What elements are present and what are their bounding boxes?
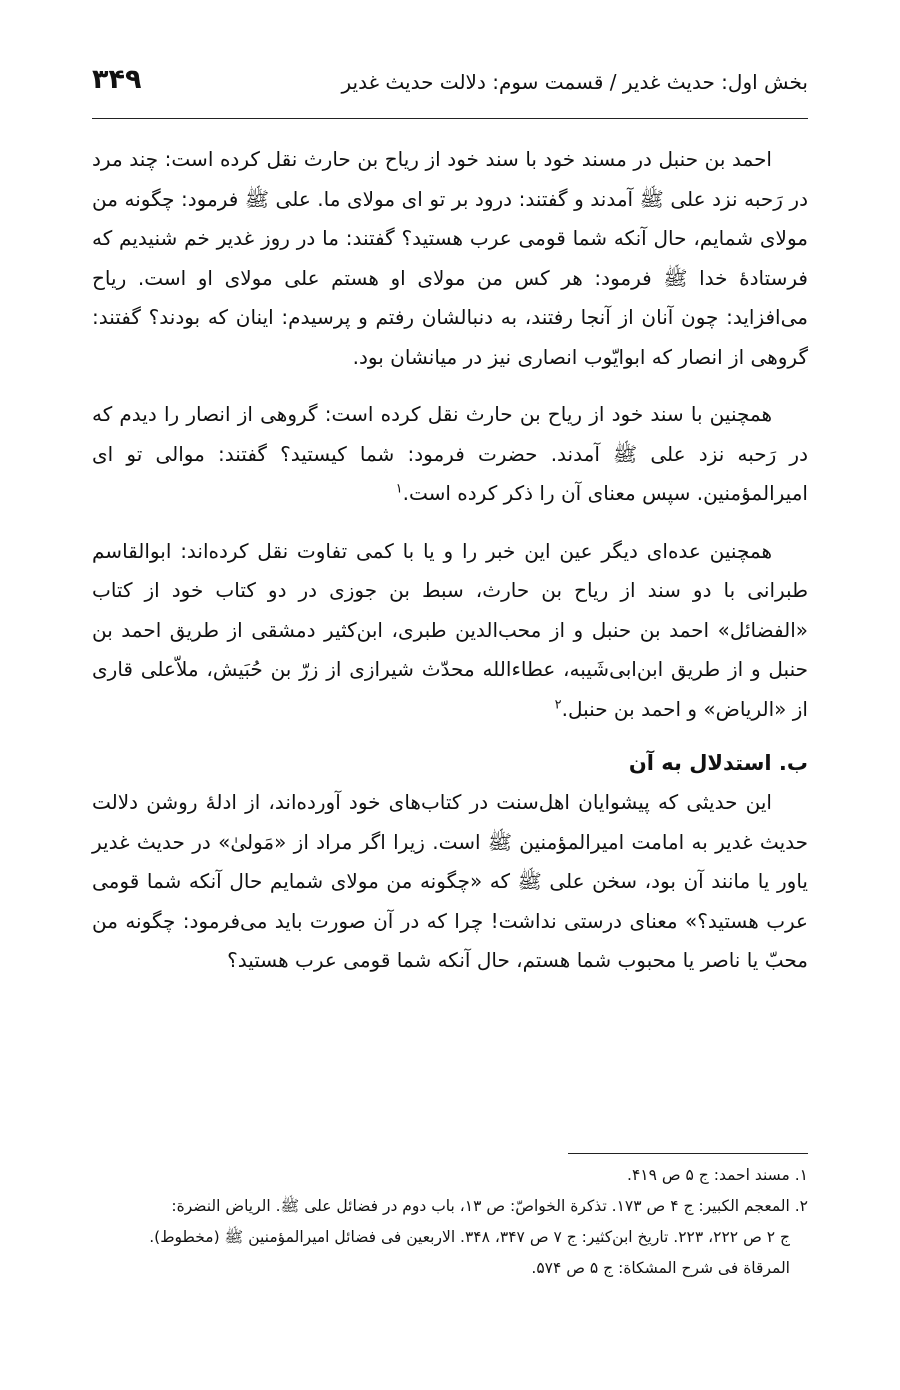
paragraph-2-text: همچنین با سند خود از ریاح بن حارث نقل کرده است: گروهی از انصار را دیدم که در رَحبه نزد علی ﷺ آمدند. حضرت فرمود: شما کیستید؟ گفتند: موالی تو ای امیرالمؤمنین. سپس معنای آن را ذکر کرده است. <box>92 402 808 505</box>
paragraph-3 <box>92 532 808 730</box>
footnote-2-line-2: ج ۲ ص ۲۲۲، ۲۲۳. تاریخ ابن‌کثیر: ج ۷ ص ۳۴۷، ۳۴۸. الاربعین فی فضائل امیرالمؤمنین ﷺ (مخطوط). <box>149 1228 790 1246</box>
footnote-2-line-1: ۲. المعجم الکبیر: ج ۴ ص ۱۷۳. تذکرة الخواصّ: ص ۱۳، باب دوم در فضائل علی ﷺ. الریاض النضرة: <box>171 1197 808 1215</box>
footnote-divider <box>568 1153 808 1154</box>
footnote-1: ۱. مسند احمد: ج ۵ ص ۴۱۹. <box>627 1166 808 1184</box>
footnote-2-line-3: المرقاة فی شرح المشکاة: ج ۵ ص ۵۷۴. <box>531 1259 790 1277</box>
page-number: ۳۴۹ <box>92 64 142 95</box>
section-heading: ب. استدلال به آن <box>628 751 808 775</box>
footnote-ref-2[interactable]: ۲ <box>554 696 562 712</box>
paragraph-1: احمد بن حنبل در مسند خود با سند خود از ریاح بن حارث نقل کرده است: چند مرد در رَحبه نزد علی ﷺ آمدند و گفتند: درود بر تو ای مولای ما. علی ﷺ فرمود: چگونه من مولای شمایم، حال آنکه شما قومی عرب هستید؟ گفتند: ما در روز غدیر خم شنیدیم که فرستادهٔ خدا ﷺ فرمود: هر کس من مولای او هستم علی مولای او است. ریاح می‌افزاید: چون آنان از آنجا رفتند، به دنبالشان رفتم و پرسیدم: اینان که بودند؟ گفتند: گروهی از انصار که ابوایّوب انصاری نیز در میانشان بود. <box>92 147 808 369</box>
running-head: بخش اول: حدیث غدیر / قسمت سوم: دلالت حدیث غدیر <box>341 70 808 94</box>
footnotes <box>92 1160 808 1284</box>
paragraph-3-text: همچنین عده‌ای دیگر عین این خبر را و یا با کمی تفاوت نقل کرده‌اند: ابوالقاسم طبرانی با دو سند از ریاح بن حارث، سبط بن جوزی در دو کتاب خود از کتاب «الفضائل» احمد بن حنبل و از محب‌الدین طبری، ابن‌کثیر دمشقی از طریق احمد بن حنبل و از طریق ابن‌ابی‌شَیبه، عطاءالله محدّث شیرازی از زرّ بن حُبَیش، ملاّعلی قاری از «الریاض» و احمد بن حنبل. <box>92 538 808 721</box>
paragraph-2 <box>92 395 808 514</box>
main-text <box>92 140 808 981</box>
page-header <box>92 62 808 119</box>
footnote-ref-1[interactable]: ۱ <box>395 481 403 497</box>
paragraph-4: این حدیثی که پیشوایان اهل‌سنت در کتاب‌های خود آورده‌اند، از ادلهٔ روشن دلالت حدیث غدیر به امامت امیرالمؤمنین ﷺ است. زیرا اگر مراد از «مَولیٰ» در حدیث غدیر یاور یا مانند آن بود، سخن علی ﷺ که «چگونه من مولای شمایم حال آنکه شما قومی عرب هستید؟» معنای درستی نداشت! چرا که در آن صورت باید می‌فرمود: چگونه من محبّ یا ناصر یا محبوب شما هستم، حال آنکه شما قومی عرب هستید؟ <box>92 790 808 972</box>
